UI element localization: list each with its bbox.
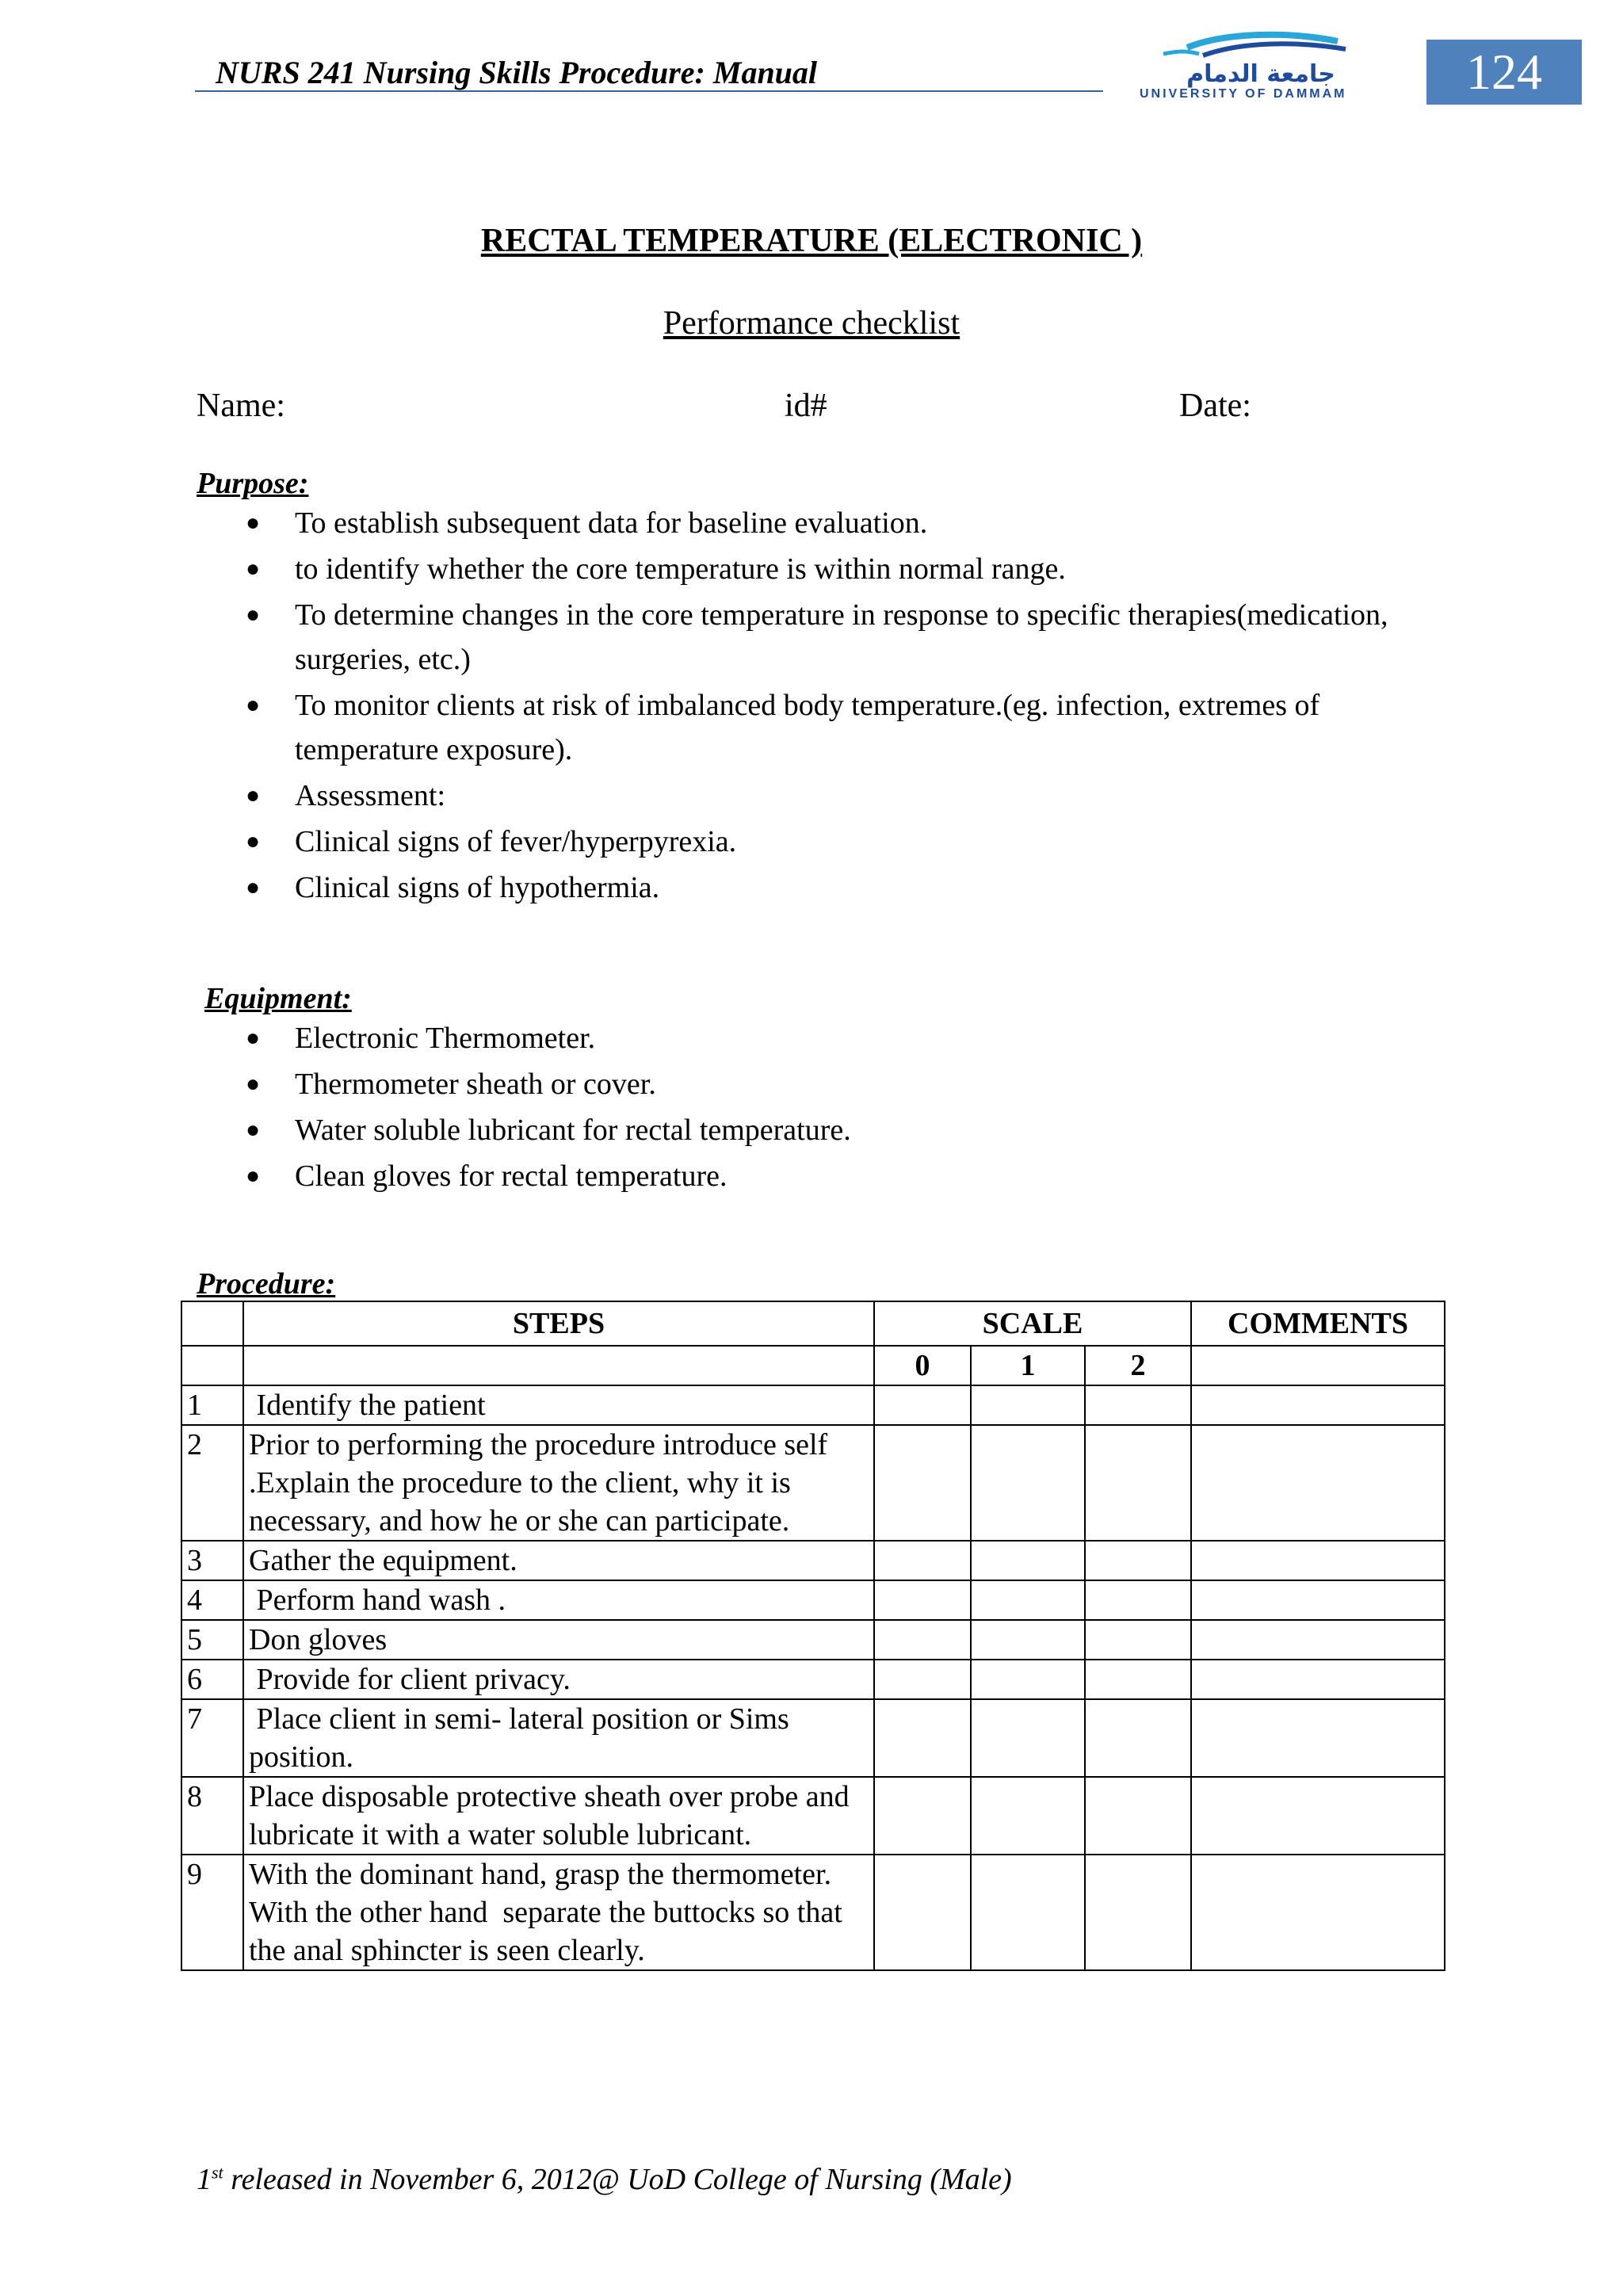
scale-0-cell[interactable]	[874, 1777, 971, 1855]
scale-2-header: 2	[1085, 1346, 1191, 1385]
step-number: 3	[181, 1541, 243, 1580]
equipment-heading: Equipment:	[204, 982, 352, 1015]
scale-2-cell[interactable]	[1085, 1541, 1191, 1580]
scale-0-cell[interactable]	[874, 1699, 971, 1777]
step-number: 5	[181, 1620, 243, 1660]
comments-cell[interactable]	[1191, 1385, 1445, 1425]
step-number: 1	[181, 1385, 243, 1425]
document-title: RECTAL TEMPERATURE (ELECTRONIC )	[480, 223, 1143, 259]
scale-1-cell[interactable]	[971, 1660, 1085, 1699]
step-text: Place disposable protective sheath over probe and lubricate it with a water soluble lubricant.	[243, 1777, 874, 1855]
step-text: Perform hand wash .	[243, 1580, 874, 1620]
list-item: ● Clean gloves for rectal temperature.	[246, 1159, 727, 1193]
scale-column-header: SCALE	[874, 1301, 1191, 1346]
logo-english-text: UNIVERSITY OF DAMMAM	[1140, 87, 1347, 101]
step-text: Prior to performing the procedure introduce self .Explain the procedure to the client, why it is necessary, and how he or she can participate.	[243, 1425, 874, 1541]
scale-2-cell[interactable]	[1085, 1580, 1191, 1620]
scale-1-header: 1	[971, 1346, 1085, 1385]
logo-wave-icon	[1132, 30, 1393, 62]
list-item: ● Clinical signs of fever/hyperpyrexia.	[246, 825, 737, 858]
table-row	[181, 1541, 1445, 1580]
logo-arabic-text: جامعة الدمام	[1186, 60, 1335, 88]
scale-0-cell[interactable]	[874, 1541, 971, 1580]
comments-cell[interactable]	[1191, 1660, 1445, 1699]
scale-0-cell[interactable]	[874, 1425, 971, 1541]
scale-1-cell[interactable]	[971, 1541, 1085, 1580]
list-item: ● Clinical signs of hypothermia.	[246, 871, 660, 904]
university-logo	[1132, 30, 1393, 106]
scale-0-cell[interactable]	[874, 1855, 971, 1970]
table-header-row	[181, 1301, 1445, 1346]
list-item: ● to identify whether the core temperature is within normal range.	[246, 552, 1066, 586]
table-row	[181, 1855, 1445, 1970]
comments-cell[interactable]	[1191, 1580, 1445, 1620]
scale-values-row	[181, 1346, 1445, 1385]
list-item: ● Water soluble lubricant for rectal temperature.	[246, 1114, 851, 1147]
id-field-label: id#	[785, 388, 827, 424]
step-number: 8	[181, 1777, 243, 1855]
purpose-heading: Purpose:	[197, 467, 309, 500]
step-text: With the dominant hand, grasp the thermometer. With the other hand separate the buttocks so that the anal sphincter is seen clearly.	[243, 1855, 874, 1970]
list-item: ● Thermometer sheath or cover.	[246, 1068, 656, 1101]
steps-column-header: STEPS	[243, 1301, 874, 1346]
table-row	[181, 1425, 1445, 1541]
list-item: ● To establish subsequent data for baseline evaluation.	[246, 506, 928, 540]
step-number: 7	[181, 1699, 243, 1777]
table-row	[181, 1620, 1445, 1660]
step-text: Gather the equipment.	[243, 1541, 874, 1580]
purpose-list	[246, 501, 1434, 911]
header-divider	[195, 90, 1103, 92]
scale-0-header: 0	[874, 1346, 971, 1385]
comments-cell[interactable]	[1191, 1855, 1445, 1970]
page-number-box	[1426, 40, 1582, 105]
date-field-label: Date:	[1179, 388, 1251, 424]
step-number: 9	[181, 1855, 243, 1970]
scale-1-cell[interactable]	[971, 1777, 1085, 1855]
comments-cell[interactable]	[1191, 1620, 1445, 1660]
footer-release-note: 1st released in November 6, 2012@ UoD College of Nursing (Male)	[197, 2162, 1012, 2196]
step-text: Identify the patient	[243, 1385, 874, 1425]
scale-1-cell[interactable]	[971, 1580, 1085, 1620]
list-item: ● Assessment:	[246, 779, 445, 812]
step-number: 6	[181, 1660, 243, 1699]
scale-2-cell[interactable]	[1085, 1699, 1191, 1777]
comments-cell[interactable]	[1191, 1425, 1445, 1541]
table-row	[181, 1777, 1445, 1855]
scale-1-cell[interactable]	[971, 1699, 1085, 1777]
comments-column-header: COMMENTS	[1191, 1301, 1445, 1346]
list-item: ● Electronic Thermometer.	[246, 1022, 596, 1055]
comments-cell[interactable]	[1191, 1699, 1445, 1777]
table-row	[181, 1699, 1445, 1777]
scale-2-cell[interactable]	[1085, 1855, 1191, 1970]
scale-1-cell[interactable]	[971, 1855, 1085, 1970]
comments-cell[interactable]	[1191, 1541, 1445, 1580]
procedure-heading: Procedure:	[197, 1267, 336, 1301]
comments-cell[interactable]	[1191, 1777, 1445, 1855]
step-number: 2	[181, 1425, 243, 1541]
scale-1-cell[interactable]	[971, 1620, 1085, 1660]
equipment-list	[246, 1016, 1434, 1200]
scale-1-cell[interactable]	[971, 1425, 1085, 1541]
scale-1-cell[interactable]	[971, 1385, 1085, 1425]
table-row	[181, 1580, 1445, 1620]
table-row	[181, 1660, 1445, 1699]
scale-2-cell[interactable]	[1085, 1385, 1191, 1425]
manual-title: NURS 241 Nursing Skills Procedure: Manual	[216, 55, 818, 90]
list-item: ● To monitor clients at risk of imbalanced body temperature.(eg. infection, extremes of temperature exposure).	[246, 689, 1320, 766]
scale-0-cell[interactable]	[874, 1620, 971, 1660]
step-text: Place client in semi- lateral position or Sims position.	[243, 1699, 874, 1777]
table-row	[181, 1385, 1445, 1425]
scale-0-cell[interactable]	[874, 1385, 971, 1425]
scale-0-cell[interactable]	[874, 1580, 971, 1620]
step-number: 4	[181, 1580, 243, 1620]
scale-2-cell[interactable]	[1085, 1620, 1191, 1660]
scale-2-cell[interactable]	[1085, 1425, 1191, 1541]
name-field-label: Name:	[197, 388, 285, 424]
scale-0-cell[interactable]	[874, 1660, 971, 1699]
scale-2-cell[interactable]	[1085, 1660, 1191, 1699]
step-text: Don gloves	[243, 1620, 874, 1660]
procedure-table	[181, 1301, 1445, 1971]
document-subtitle: Performance checklist	[663, 305, 960, 342]
page-number: 124	[1466, 44, 1542, 100]
step-text: Provide for client privacy.	[243, 1660, 874, 1699]
list-item: ● To determine changes in the core temperature in response to specific therapies(medication, surgeries, etc.)	[246, 598, 1388, 676]
scale-2-cell[interactable]	[1085, 1777, 1191, 1855]
